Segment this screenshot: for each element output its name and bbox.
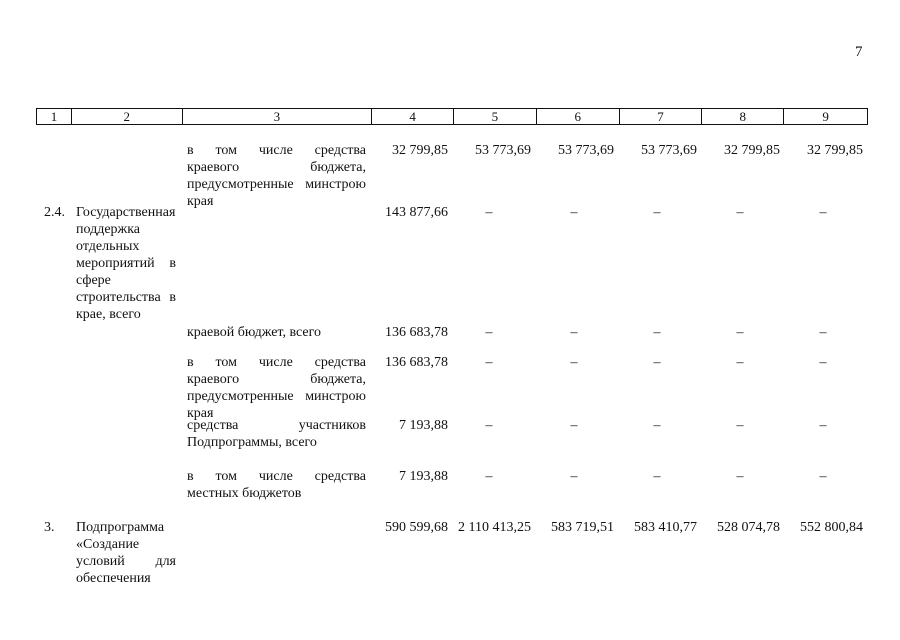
value-col-8: – <box>736 418 744 433</box>
value-col-6: – <box>570 355 578 370</box>
value-col-9: – <box>819 418 827 433</box>
item-name: Государственная поддержка отдельных мероприятий в сфере строительства в крае, всего <box>76 205 176 322</box>
value-col-6: – <box>570 469 578 484</box>
header-col-8: 8 <box>702 109 784 124</box>
value-col-4: 32 799,85 <box>392 143 448 158</box>
value-col-7: 583 410,77 <box>634 520 697 535</box>
value-col-8: – <box>736 325 744 340</box>
value-col-8: – <box>736 205 744 220</box>
value-col-7: – <box>653 469 661 484</box>
value-col-8: – <box>736 469 744 484</box>
value-col-9: 32 799,85 <box>807 143 863 158</box>
value-col-4: 7 193,88 <box>399 469 448 484</box>
item-name: Подпрограмма «Создание условий для обеспечения <box>76 520 176 586</box>
value-col-8: 528 074,78 <box>717 520 780 535</box>
funding-source: в том числе средства местных бюджетов <box>187 469 366 501</box>
page-number: 7 <box>855 44 863 60</box>
value-col-9: 552 800,84 <box>800 520 863 535</box>
table-header <box>36 108 868 125</box>
value-col-4: 143 877,66 <box>385 205 448 220</box>
value-col-5: – <box>485 418 493 433</box>
funding-source: краевой бюджет, всего <box>187 325 322 340</box>
value-col-5: – <box>485 355 493 370</box>
value-col-7: – <box>653 418 661 433</box>
value-col-5: 2 110 413,25 <box>458 520 531 535</box>
value-col-6: – <box>570 205 578 220</box>
value-col-6: 53 773,69 <box>558 143 614 158</box>
value-col-9: – <box>819 205 827 220</box>
value-col-6: – <box>570 418 578 433</box>
value-col-4: 7 193,88 <box>399 418 448 433</box>
header-col-1: 1 <box>37 109 72 124</box>
value-col-4: 136 683,78 <box>385 325 448 340</box>
header-col-5: 5 <box>454 109 537 124</box>
value-col-7: – <box>653 355 661 370</box>
row-number: 2.4. <box>44 205 65 220</box>
header-col-2: 2 <box>72 109 183 124</box>
value-col-5: – <box>485 325 493 340</box>
row-number: 3. <box>44 520 55 535</box>
value-col-6: 583 719,51 <box>551 520 614 535</box>
value-col-7: – <box>653 205 661 220</box>
value-col-6: – <box>570 325 578 340</box>
header-col-4: 4 <box>372 109 454 124</box>
funding-source: в том числе средства краевого бюджета, предусмотренные минстрою края <box>187 143 366 209</box>
value-col-4: 590 599,68 <box>385 520 448 535</box>
value-col-8: – <box>736 355 744 370</box>
header-col-7: 7 <box>620 109 703 124</box>
value-col-7: – <box>653 325 661 340</box>
header-col-6: 6 <box>537 109 620 124</box>
value-col-9: – <box>819 469 827 484</box>
value-col-9: – <box>819 325 827 340</box>
value-col-8: 32 799,85 <box>724 143 780 158</box>
funding-source: в том числе средства краевого бюджета, предусмотренные минстрою края <box>187 355 366 421</box>
value-col-5: – <box>485 205 493 220</box>
value-col-9: – <box>819 355 827 370</box>
value-col-5: 53 773,69 <box>475 143 531 158</box>
value-col-7: 53 773,69 <box>641 143 697 158</box>
funding-source: средства участников Подпрограммы, всего <box>187 418 366 450</box>
header-col-3: 3 <box>183 109 373 124</box>
value-col-4: 136 683,78 <box>385 355 448 370</box>
value-col-5: – <box>485 469 493 484</box>
header-col-9: 9 <box>822 109 829 124</box>
